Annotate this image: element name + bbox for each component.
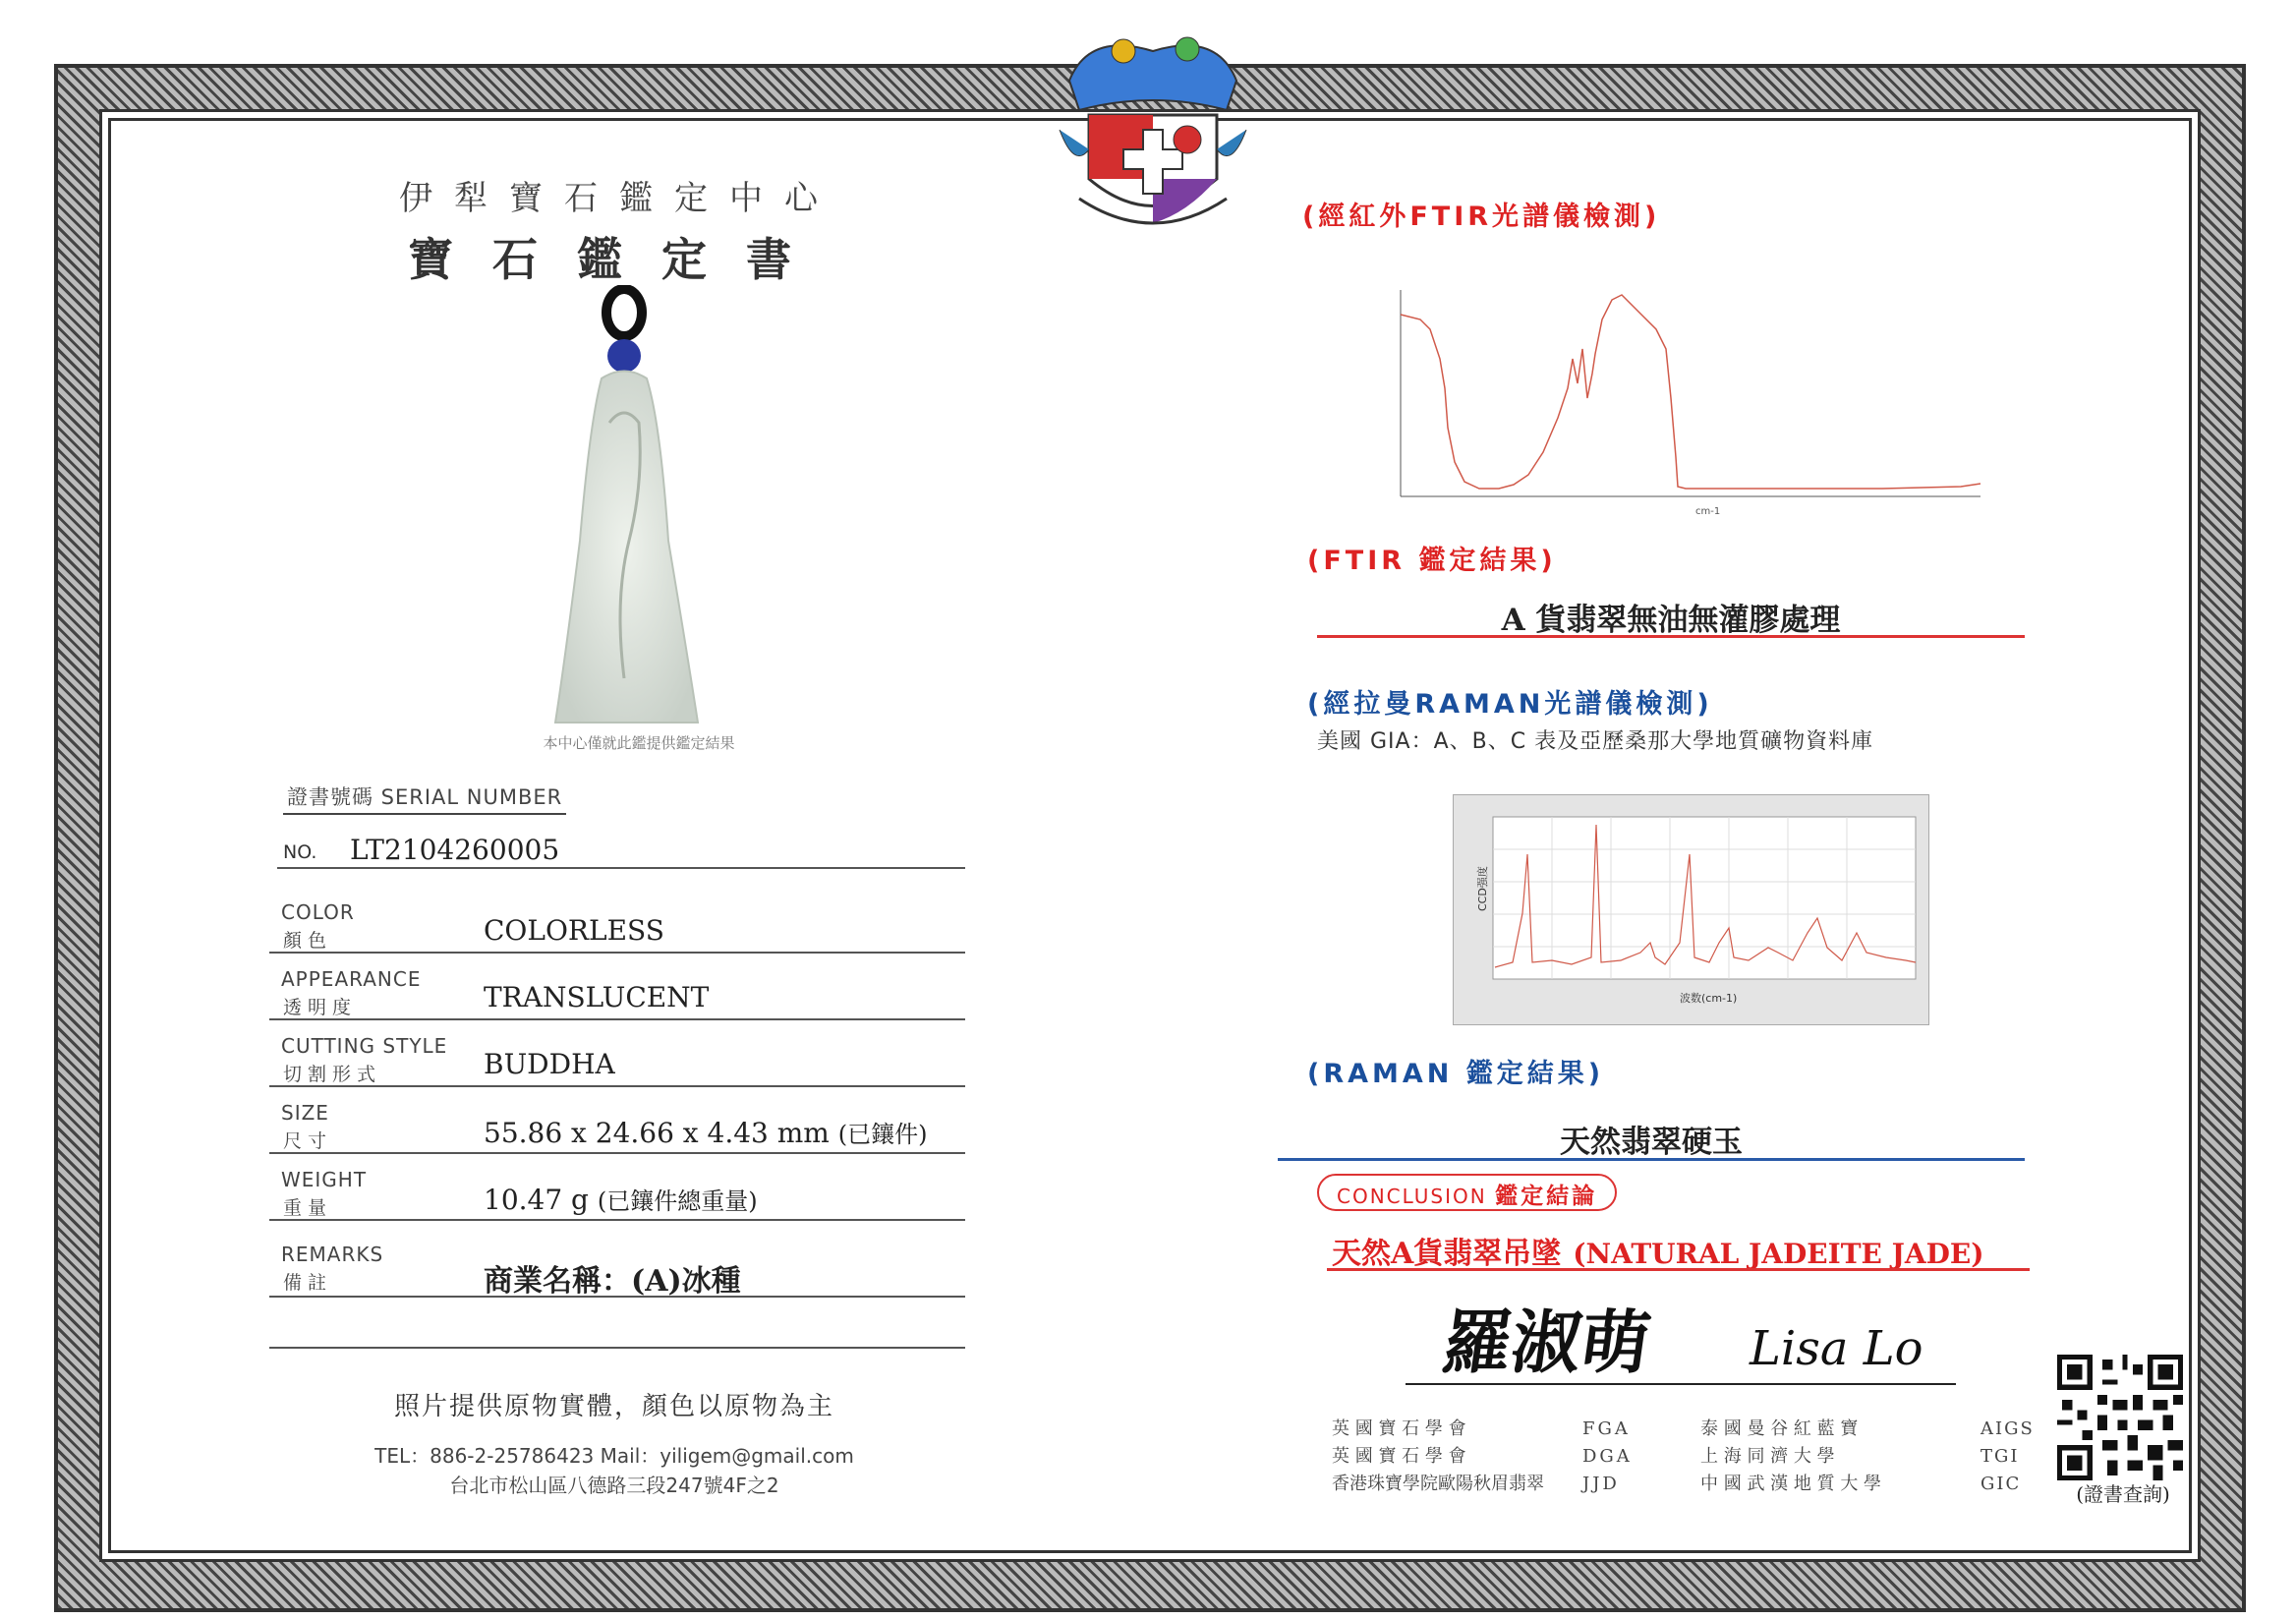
photo-note: 照片提供原物實體，顏色以原物為主 [393,1392,834,1421]
contact-info: TEL：886-2-25786423 Mail：yiligem@gmail.com [374,1444,854,1468]
ftir-heading: (經紅外FTIR光譜儀檢測) [1302,202,1661,232]
raman-result-heading: (RAMAN 鑑定結果) [1307,1059,1605,1089]
cutting-style-field [269,1028,965,1087]
divider [269,1347,965,1349]
ftir-result: A 貨翡翠無油無灌膠處理 [1501,603,1841,638]
remarks-value: 商業名稱：(A)冰種 [484,1264,741,1299]
appearance-label-en: APPEARANCE [281,967,422,991]
affiliation-item: TGI [1980,1446,2020,1467]
ftir-spectrum-chart [1371,280,1990,516]
affiliations-col3 [1700,1416,1881,1498]
affiliation-item: FGA [1582,1418,1631,1439]
crest-logo [1050,22,1256,258]
raman-spectrum-chart [1454,795,1930,1026]
serial-number-value: LT2104260005 [350,834,560,866]
weight-value-wrap [484,1182,758,1216]
remarks-field [269,1237,965,1298]
size-field [269,1095,965,1154]
raman-x-label: 波数(cm-1) [1680,992,1738,1005]
affiliations-col1 [1332,1416,1544,1498]
conclusion-underline [1327,1268,2030,1271]
conclusion-value [1332,1229,1983,1272]
certificate-title: 寶石鑑定書 [408,233,831,286]
appearance-label-cn: 透明度 [283,997,358,1018]
raman-database: 美國 GIA：A、B、C 表及亞歷桑那大學地質礦物資料庫 [1317,729,1874,754]
weight-label-en: WEIGHT [281,1168,368,1191]
center-name: 伊犁寶石鑑定中心 [399,179,839,218]
affiliations-col2 [1582,1416,1633,1498]
qr-label: (證書查詢) [2076,1482,2170,1506]
no-label: NO. [283,841,317,863]
ftir-result-underline [1317,635,2025,638]
qr-code-icon[interactable] [2057,1355,2183,1480]
raman-y-label: CCD强度 [1476,866,1489,911]
affiliation-item: 中 國 武 漢 地 質 大 學 [1700,1474,1882,1494]
size-note: (已鑲件) [837,1121,928,1148]
ftir-x-label: cm-1 [1695,506,1721,516]
cutting-label-en: CUTTING STYLE [281,1034,448,1058]
color-label-cn: 顏色 [283,930,333,952]
cutting-label-cn: 切割形式 [283,1064,382,1085]
signature-cn: 羅淑萌 [1437,1302,1656,1383]
affiliation-item: 香港珠寶學院歐陽秋眉翡翠 [1332,1474,1544,1494]
affiliation-item: AIGS [1980,1418,2035,1439]
address: 台北市松山區八德路三段247號4F之2 [449,1474,779,1497]
weight-label-cn: 重量 [283,1197,333,1219]
conclusion-label-en: CONCLUSION [1337,1185,1487,1208]
color-label-en: COLOR [281,900,355,924]
affiliation-item: JJD [1582,1474,1620,1494]
serial-number-row [277,834,965,869]
jade-pendant-photo [550,285,718,737]
affiliations-col4 [1980,1416,2035,1498]
raman-chart-panel [1453,794,1929,1025]
serial-number-label: 證書號碼 SERIAL NUMBER [283,781,566,815]
remarks-label-en: REMARKS [281,1243,384,1266]
weight-value: 10.47 g [484,1184,589,1216]
affiliation-item: 英 國 寶 石 學 會 [1332,1446,1466,1467]
ftir-result-heading: (FTIR 鑑定結果) [1307,546,1557,576]
weight-field [269,1162,965,1221]
color-value: COLORLESS [484,914,664,947]
photo-caption: 本中心僅就此鑑提供鑑定結果 [543,734,735,752]
weight-note: (已鑲件總重量) [597,1187,758,1215]
raman-result: 天然翡翠硬玉 [1560,1125,1743,1160]
affiliation-item: 英 國 寶 石 學 會 [1332,1418,1466,1439]
cutting-value: BUDDHA [484,1048,615,1080]
raman-heading: (經拉曼RAMAN光譜儀檢測) [1307,689,1713,720]
raman-result-underline [1278,1158,2025,1161]
appearance-value: TRANSLUCENT [484,981,710,1013]
appearance-field [269,961,965,1020]
affiliation-item: DGA [1582,1446,1633,1467]
color-field [269,895,965,954]
affiliation-item: 上 海 同 濟 大 學 [1700,1446,1835,1467]
remarks-label-cn: 備註 [283,1272,333,1294]
conclusion-label [1317,1174,1617,1211]
conclusion-value-cn: 天然A貨翡翠吊墜 [1332,1237,1562,1271]
affiliation-item: 泰 國 曼 谷 紅 藍 寶 [1700,1418,1859,1439]
examiner-signature [1406,1298,1956,1391]
conclusion-value-en: (NATURAL JADEITE JADE) [1573,1238,1984,1270]
size-value-wrap [484,1115,928,1149]
size-label-cn: 尺寸 [283,1130,333,1152]
size-label-en: SIZE [281,1101,329,1125]
ftir-spectrum-line [1401,295,1980,489]
signature-en: Lisa Lo [1750,1321,1923,1376]
size-value: 55.86 x 24.66 x 4.43 mm [484,1117,830,1149]
conclusion-label-cn: 鑑定結論 [1495,1184,1598,1209]
affiliation-item: GIC [1980,1474,2022,1494]
